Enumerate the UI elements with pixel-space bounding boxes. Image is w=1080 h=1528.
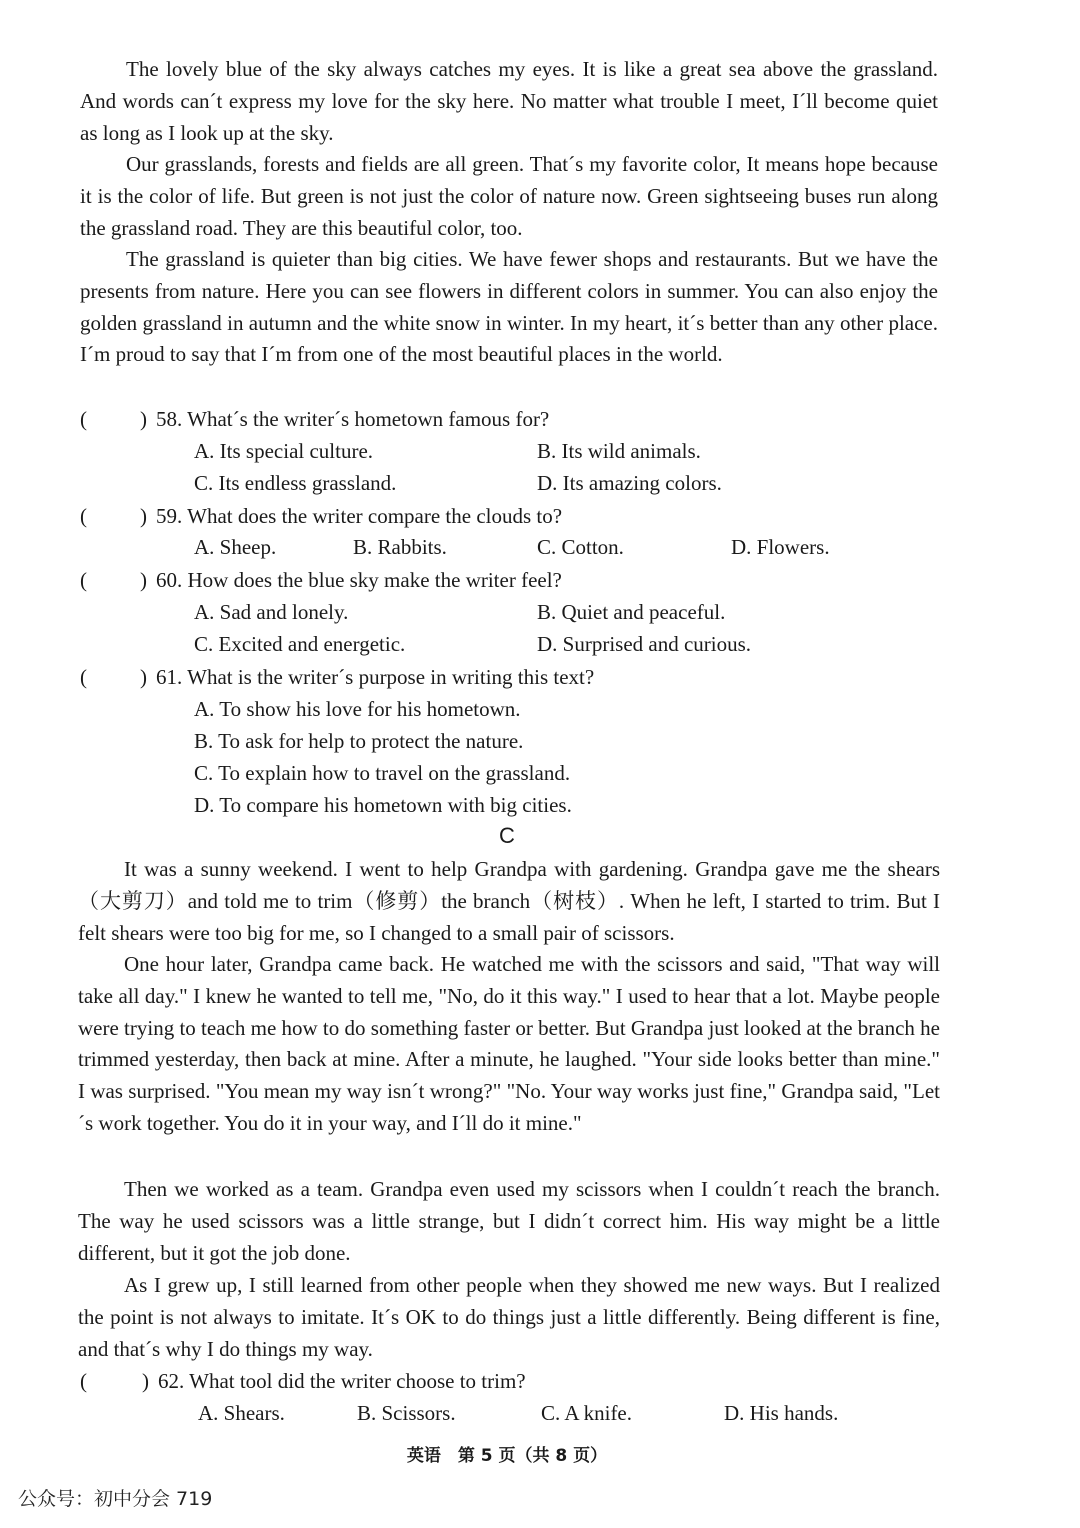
passage-c-paragraph-4: As I grew up, I still learned from other people when they showed me new ways. But I realized the point is not always to imitate. It´s OK to do things just a little differently. Being different is fine, and that´s why I do things my way. — [78, 1273, 940, 1361]
option-62-b: B. Scissors. — [357, 1401, 456, 1425]
option-60-d: D. Surprised and curious. — [537, 632, 752, 656]
answer-paren-close: ) — [140, 568, 147, 592]
answer-paren-close: ) — [140, 407, 147, 431]
option-61-a: A. To show his love for his hometown. — [194, 697, 521, 721]
passage-b-paragraph-2: Our grasslands, forests and fields are all green. That´s my favorite color, It means hope because it is the color of life. But green is not just the color of nature now. Green sightseeing buses run along the grassland road. They are this beautiful color, too. — [80, 152, 938, 240]
answer-paren-open[interactable]: ( — [80, 504, 87, 528]
option-60-a: A. Sad and lonely. — [194, 600, 349, 624]
option-61-c: C. To explain how to travel on the grassland. — [194, 761, 571, 785]
option-60-c: C. Excited and energetic. — [194, 632, 406, 656]
option-60-b: B. Quiet and peaceful. — [537, 600, 726, 624]
question-text: 58. What´s the writer´s hometown famous for? — [156, 407, 550, 431]
question-text: 60. How does the blue sky make the writer feel? — [156, 568, 562, 592]
passage-c-paragraph-3: Then we worked as a team. Grandpa even used my scissors when I couldn´t reach the branch. The way he used scissors was a little strange, but I didn´t correct him. His way might be a little different, but it got the job done. — [78, 1177, 940, 1265]
answer-paren-close: ) — [142, 1369, 149, 1393]
answer-paren-close: ) — [140, 504, 147, 528]
passage-b-paragraph-1: The lovely blue of the sky always catches my eyes. It is like a great sea above the grassland. And words can´t express my love for the sky here. No matter what trouble I meet, I´ll become quiet as long as I look up at the sky. — [80, 57, 938, 145]
option-59-a: A. Sheep. — [194, 535, 277, 559]
section-c-heading: C — [499, 823, 515, 848]
passage-c-paragraph-1: It was a sunny weekend. I went to help Grandpa with gardening. Grandpa gave me the shears（大剪刀）and told me to trim（修剪）the branch（树枝）. When he left, I started to trim. But I felt shears were too big for me, so I changed to a small pair of scissors. — [78, 857, 940, 945]
option-58-d: D. Its amazing colors. — [537, 471, 722, 495]
option-59-c: C. Cotton. — [537, 535, 624, 559]
answer-paren-close: ) — [140, 665, 147, 689]
question-text: 61. What is the writer´s purpose in writing this text? — [156, 665, 595, 689]
question-text: 62. What tool did the writer choose to trim? — [158, 1369, 526, 1393]
option-58-b: B. Its wild animals. — [537, 439, 701, 463]
answer-paren-open[interactable]: ( — [80, 1369, 87, 1393]
option-62-d: D. His hands. — [724, 1401, 839, 1425]
option-62-c: C. A knife. — [541, 1401, 633, 1425]
passage-c-paragraph-2: One hour later, Grandpa came back. He watched me with the scissors and said, "That way will take all day." I knew he wanted to tell me, "No, do it this way." I used to hear that a lot. Maybe people were trying to teach me how to do something faster or better. But Grandpa just looked at the branch he trimmed yesterday, then back at mine. After a minute, he laughed. "Your side looks better than mine." I was surprised. "You mean my way isn´t wrong?" "No. Your way works just fine," Grandpa said, "Let´s work together. You do it in your way, and I´ll do it mine." — [78, 952, 940, 1135]
option-61-b: B. To ask for help to protect the nature. — [194, 729, 524, 753]
answer-paren-open[interactable]: ( — [80, 407, 87, 431]
question-text: 59. What does the writer compare the clouds to? — [156, 504, 563, 528]
option-61-d: D. To compare his hometown with big cities. — [194, 793, 572, 817]
option-59-b: B. Rabbits. — [353, 535, 447, 559]
passage-b-paragraph-3: The grassland is quieter than big cities. We have fewer shops and restaurants. But we have the presents from nature. Here you can see flowers in different colors in summer. You can also enjoy the golden grassland in autumn and the white snow in winter. In my heart, it´s better than any other place. I´m proud to say that I´m from one of the most beautiful places in the world. — [80, 247, 938, 367]
watermark-text: 公众号：初中分会 719 — [18, 1488, 213, 1510]
option-58-c: C. Its endless grassland. — [194, 471, 397, 495]
option-59-d: D. Flowers. — [731, 535, 830, 559]
answer-paren-open[interactable]: ( — [80, 568, 87, 592]
option-62-a: A. Shears. — [198, 1401, 285, 1425]
answer-paren-open[interactable]: ( — [80, 665, 87, 689]
option-58-a: A. Its special culture. — [194, 439, 374, 463]
page-footer: 英语 第 5 页（共 8 页） — [406, 1446, 608, 1466]
